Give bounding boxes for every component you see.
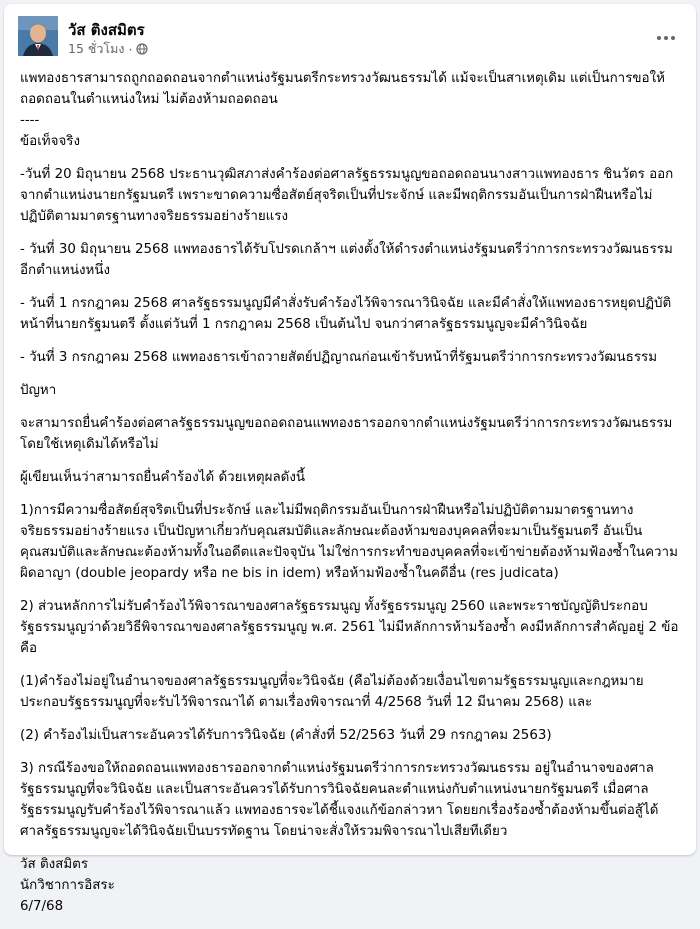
post-body [20,68,680,929]
profile-photo-icon [18,16,58,56]
post-paragraph: 2) ส่วนหลักการไม่รับคำร้องไว้พิจารณาของศาลรัฐธรรมนูญ ทั้งรัฐธรรมนูญ 2560 และพระราชบัญญัติประกอบรัฐธรรมนูญว่าด้วยวิธีพิจารณาของศาลรัฐธรรมนูญ พ.ศ. 2561 ไม่มีหลักการห้ามร้องซ้ำ คงมีหลักการสำคัญอยู่ 2 ข้อ คือ [20,599,679,656]
post-paragraph: - วันที่ 30 มิถุนายน 2568 แพทองธารได้รับโปรดเกล้าฯ แต่งตั้งให้ดำรงตำแหน่งรัฐมนตรีว่าการกระทรวงวัฒนธรรมอีกตำแหน่งหนึ่ง [20,242,673,278]
post-paragraph: 1)การมีความซื่อสัตย์สุจริตเป็นที่ประจักษ์ และไม่มีพฤติกรรมอันเป็นการฝ่าฝืนหรือไม่ปฏิบัติตามมาตรฐานทางจริยธรรมอย่างร้ายแรง เป็นปัญหาเกี่ยวกับคุณสมบัติและลักษณะต้องห้ามของบุคคลที่จะมาเป็นรัฐมนตรี อันเป็นคุณสมบัติและลักษณะต้องห้ามทั้งในอดีตและปัจจุบัน ไม่ใช่การกระทำของบุคคลที่จะเข้าข่ายต้องห้ามฟ้องซ้ำในความผิดอาญา (double jeopardy หรือ ne bis in idem) หรือห้ามฟ้องซ้ำในคดีอื่น (res judicata) [20,503,678,581]
post-paragraph: (1)คำร้องไม่อยู่ในอำนาจของศาลรัฐธรรมนูญที่จะวินิจฉัย (คือไม่ต้องด้วยเงื่อนไขตามรัฐธรรมนูญและกฎหมายประกอบรัฐธรรมนูญที่จะรับไว้พิจารณาได้ ตามเรื่องพิจารณาที่ 4/2568 วันที่ 12 มีนาคม 2568) และ [20,674,644,710]
post-signature: วัส ติงสมิตร นักวิชาการอิสระ 6/7/68 [20,857,115,914]
more-options-button[interactable] [656,24,676,44]
post-header [18,16,682,60]
post-paragraph: (2) คำร้องไม่เป็นสาระอันควรได้รับการวินิจฉัย (คำสั่งที่ 52/2563 วันที่ 29 กรกฎาคม 2563) [20,728,552,743]
post-paragraph: 3) กรณีร้องขอให้ถอดถอนแพทองธารออกจากตำแหน่งรัฐมนตรีว่าการกระทรวงวัฒนธรรม อยู่ในอำนาจของศาลรัฐธรรมนูญที่จะวินิจฉัย และเป็นสาระอันควรได้รับการวินิจฉัยคนละตำแหน่งกับตำแหน่งนายกรัฐมนตรี เมื่อศาลรัฐธรรมนูญรับคำร้องไว้พิจารณาแล้ว แพทองธารจะได้ชี้แจงแก้ข้อกล่าวหา โดยยกเรื่องร้องซ้ำต้องห้ามขึ้นต่อสู้ได้ ศาลรัฐธรรมนูญจะได้วินิจฉัยเป็นบรรทัดฐาน โดยน่าจะสั่งให้รวมพิจารณาไปเสียทีเดียว [20,761,659,839]
post-time[interactable]: 15 ชั่วโมง [68,41,125,56]
post-card [4,4,696,914]
meta-separator: · [128,41,133,57]
more-horizontal-icon [656,35,676,41]
post-meta [68,39,148,59]
post-paragraph: แพทองธารสามารถถูกถอดถอนจากตำแหน่งรัฐมนตรีกระทรวงวัฒนธรรมได้ แม้จะเป็นสาเหตุเดิม แต่เป็นการขอให้ถอดถอนในตำแหน่งใหม่ ไม่ต้องห้ามถอดถอน ---- ข้อเท็จจริง [20,71,665,149]
post-paragraph: ปัญหา [20,383,57,398]
author-name[interactable]: วัส ติงสมิตร [68,21,145,39]
post-paragraph: - วันที่ 3 กรกฎาคม 2568 แพทองธารเข้าถวายสัตย์ปฏิญาณก่อนเข้ารับหน้าที่รัฐมนตรีว่าการกระทรวงวัฒนธรรม [20,350,658,365]
post-paragraph: -วันที่ 20 มิถุนายน 2568 ประธานวุฒิสภาส่งคำร้องต่อศาลรัฐธรรมนูญขอถอดถอนนางสาวแพทองธาร ชินวัตร ออกจากตำแหน่งนายกรัฐมนตรี เพราะขาดความซื่อสัตย์สุจริตเป็นที่ประจักษ์ และมีพฤติกรรมอันเป็นการฝ่าฝืนหรือไม่ปฏิบัติตามมาตรฐานทางจริยธรรมอย่างร้ายแรง [20,167,674,224]
post-paragraph: - วันที่ 1 กรกฎาคม 2568 ศาลรัฐธรรมนูญมีคำสั่งรับคำร้องไว้พิจารณาวินิจฉัย และมีคำสั่งให้แพทองธารหยุดปฏิบัติหน้าที่นายกรัฐมนตรี ตั้งแต่วันที่ 1 กรกฎาคม 2568 เป็นต้นไป จนกว่าศาลรัฐธรรมนูญจะมีคำวินิจฉัย [20,296,672,332]
post-paragraph: จะสามารถยื่นคำร้องต่อศาลรัฐธรรมนูญขอถอดถอนแพทองธารออกจากตำแหน่งรัฐมนตรีว่าการกระทรวงวัฒนธรรมโดยใช้เหตุเดิมได้หรือไม่ [20,416,673,452]
avatar[interactable] [18,16,58,56]
post-paragraph: ผู้เขียนเห็นว่าสามารถยื่นคำร้องได้ ด้วยเหตุผลดังนี้ [20,470,306,485]
globe-icon[interactable] [136,43,148,55]
